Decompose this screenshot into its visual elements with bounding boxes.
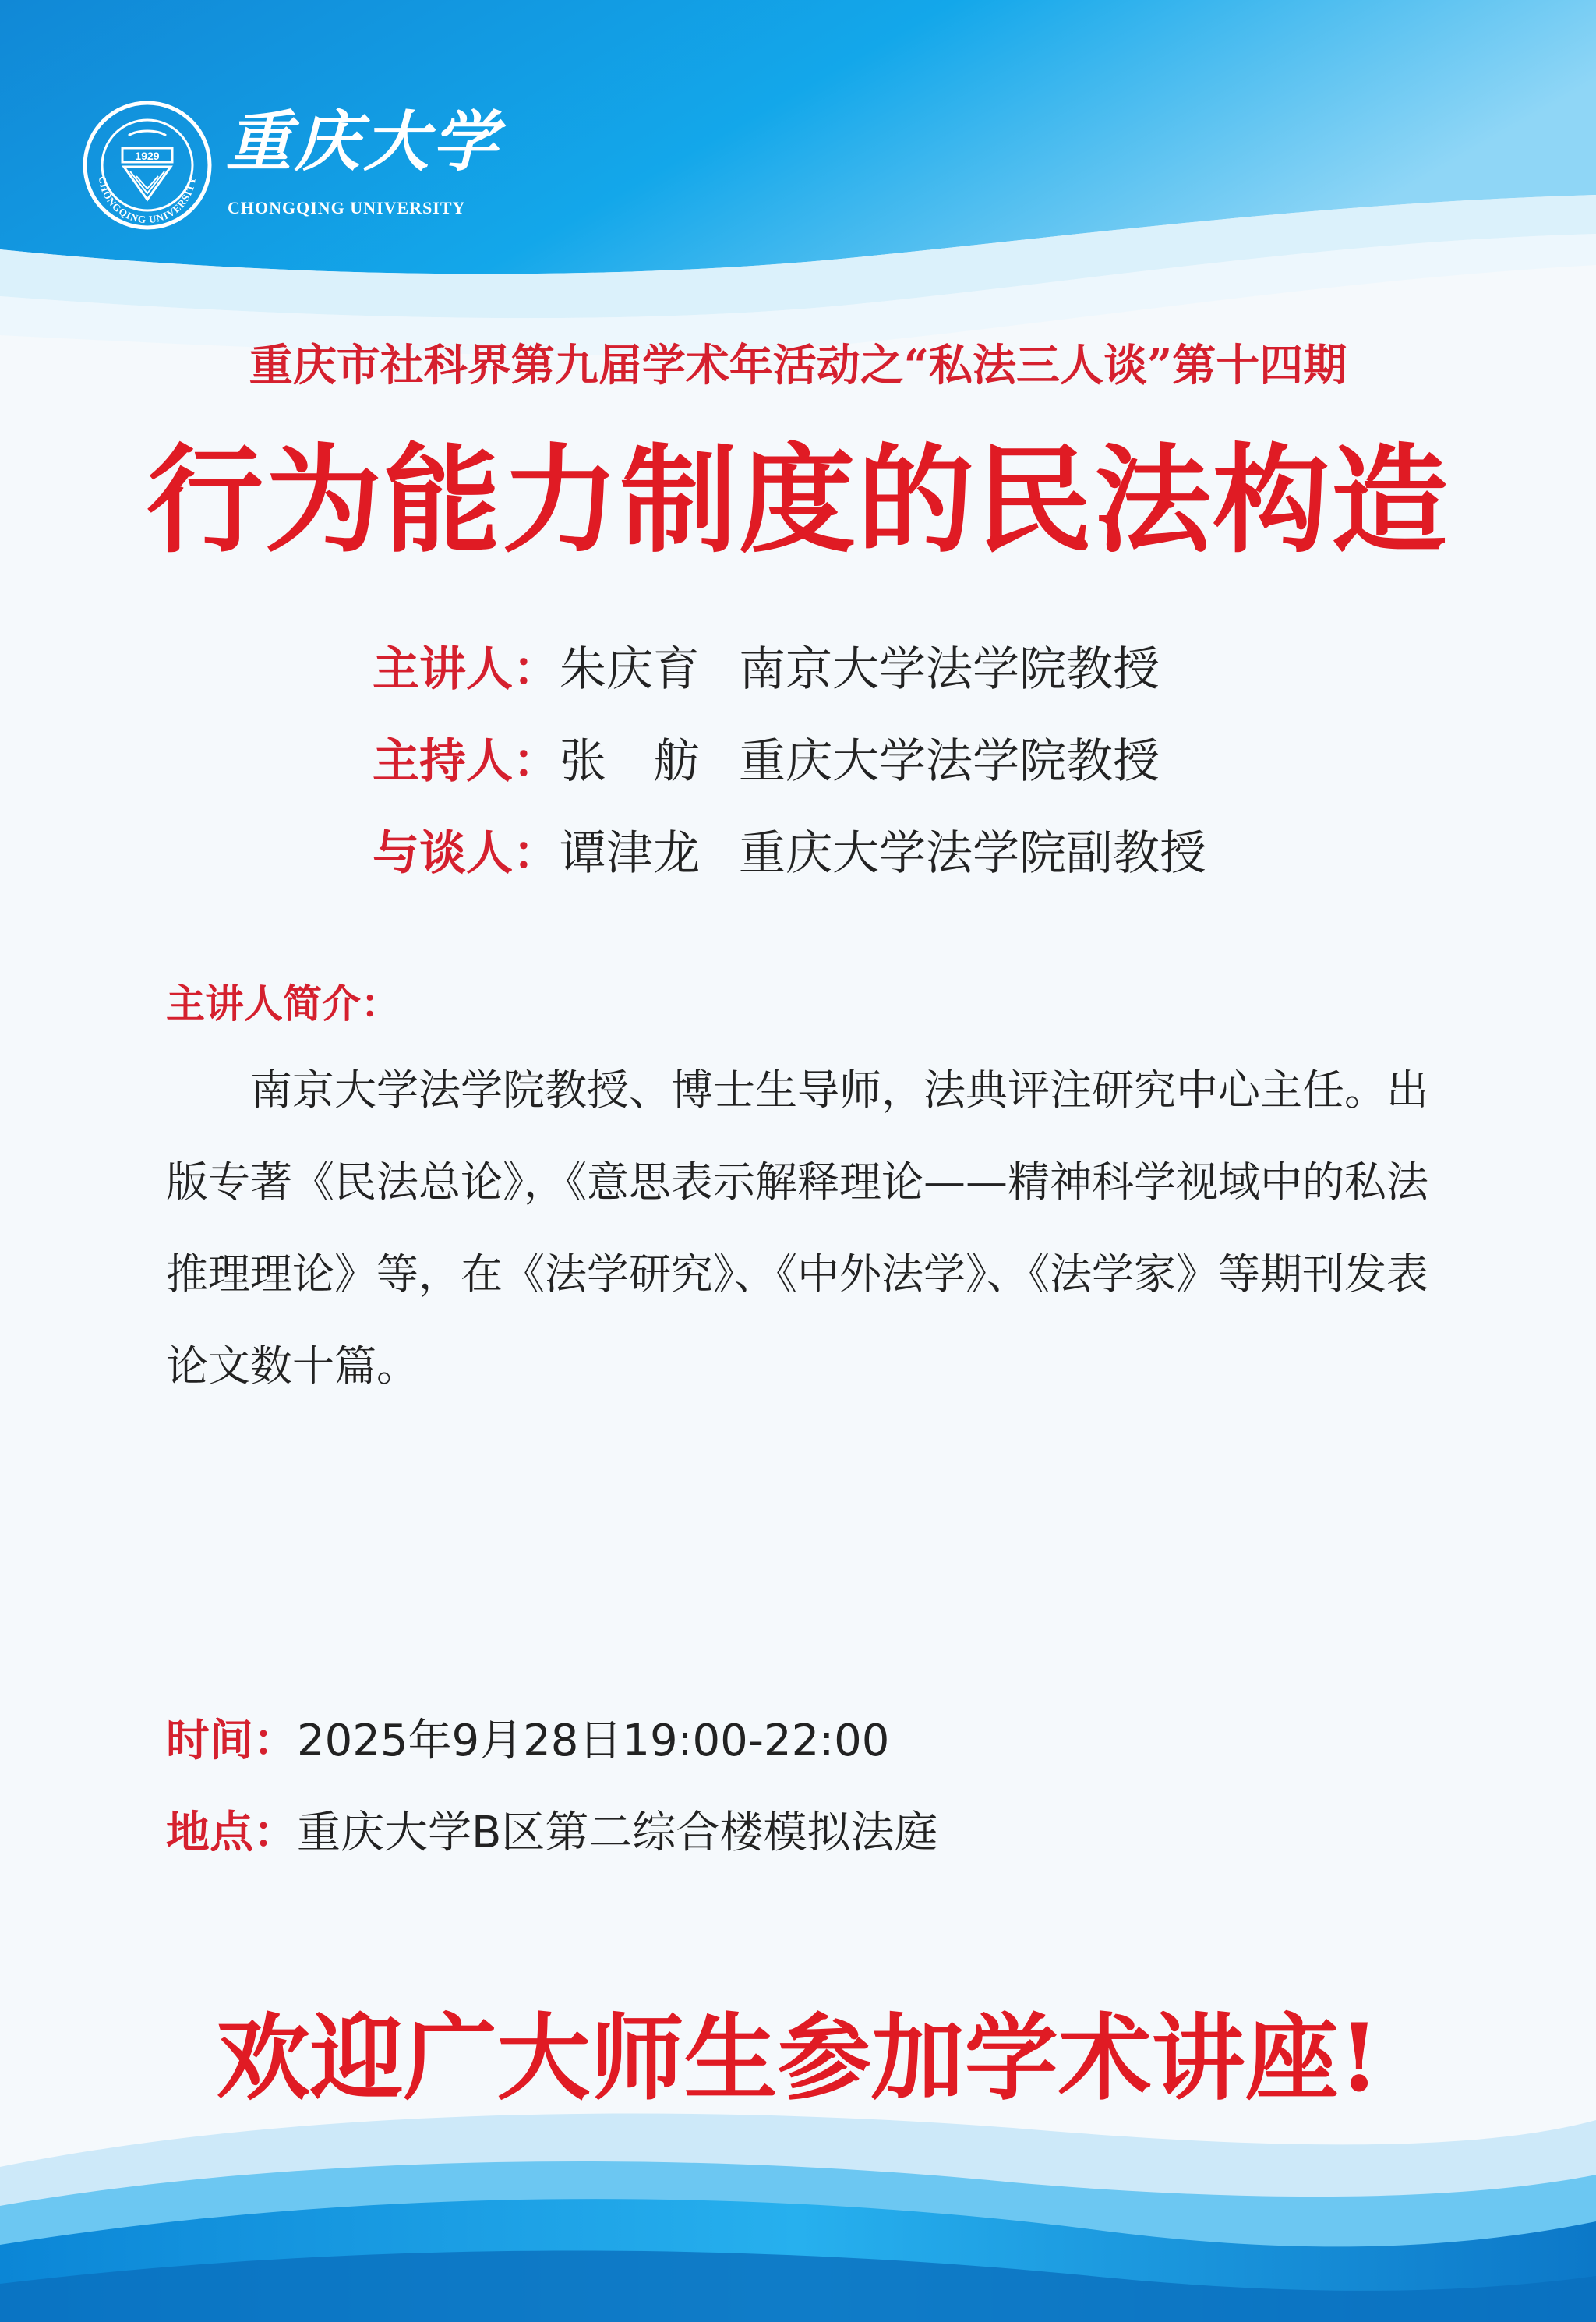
people-list — [373, 624, 1206, 899]
university-name-en: CHONGQING UNIVERSITY — [228, 198, 466, 217]
seal-year: 1929 — [135, 150, 160, 162]
speaker-name: 朱庆育 — [560, 642, 700, 697]
panelist-row — [373, 808, 1206, 899]
university-name-cn: 重庆大学 — [226, 103, 501, 180]
place-label: 地点： — [166, 1808, 297, 1858]
panelist-affiliation: 重庆大学法学院副教授 — [739, 826, 1206, 881]
panelist-name: 谭津龙 — [560, 826, 700, 881]
intro-text: 南京大学法学院教授、博士生导师，法典评注研究中心主任。出版专著《民法总论》，《意思表示解释理论——精神科学视域中的私法推理理论》等，在《法学研究》、《中外法学》、《法学家》等期刊发表论文数十篇。 — [166, 1066, 1428, 1391]
host-row — [373, 716, 1206, 808]
panelist-label: 与谈人： — [373, 826, 560, 881]
speaker-row — [373, 624, 1206, 716]
host-affiliation: 重庆大学法学院教授 — [739, 734, 1160, 789]
time-row — [166, 1695, 937, 1787]
speaker-affiliation: 南京大学法学院教授 — [739, 642, 1160, 697]
event-info — [166, 1695, 937, 1879]
place-value: 重庆大学B区第二综合楼模拟法庭 — [297, 1808, 938, 1858]
speaker-label: 主讲人： — [373, 642, 560, 697]
intro-heading: 主讲人简介： — [166, 981, 400, 1027]
event-title: 行为能力制度的民法构造 — [146, 432, 1449, 569]
host-name: 张 舫 — [560, 734, 700, 789]
university-seal-logo — [82, 100, 213, 231]
time-label: 时间： — [166, 1716, 297, 1766]
host-label: 主持人： — [373, 734, 560, 789]
time-value: 2025年9月28日19:00-22:00 — [297, 1716, 890, 1766]
place-row — [166, 1787, 937, 1879]
seal-ring-text: CHONGQING UNIVERSITY — [96, 175, 199, 226]
event-series: 重庆市社科界第九届学术年活动之“私法三人谈”第十四期 — [249, 340, 1347, 391]
welcome-message: 欢迎广大师生参加学术讲座! — [216, 2003, 1380, 2113]
